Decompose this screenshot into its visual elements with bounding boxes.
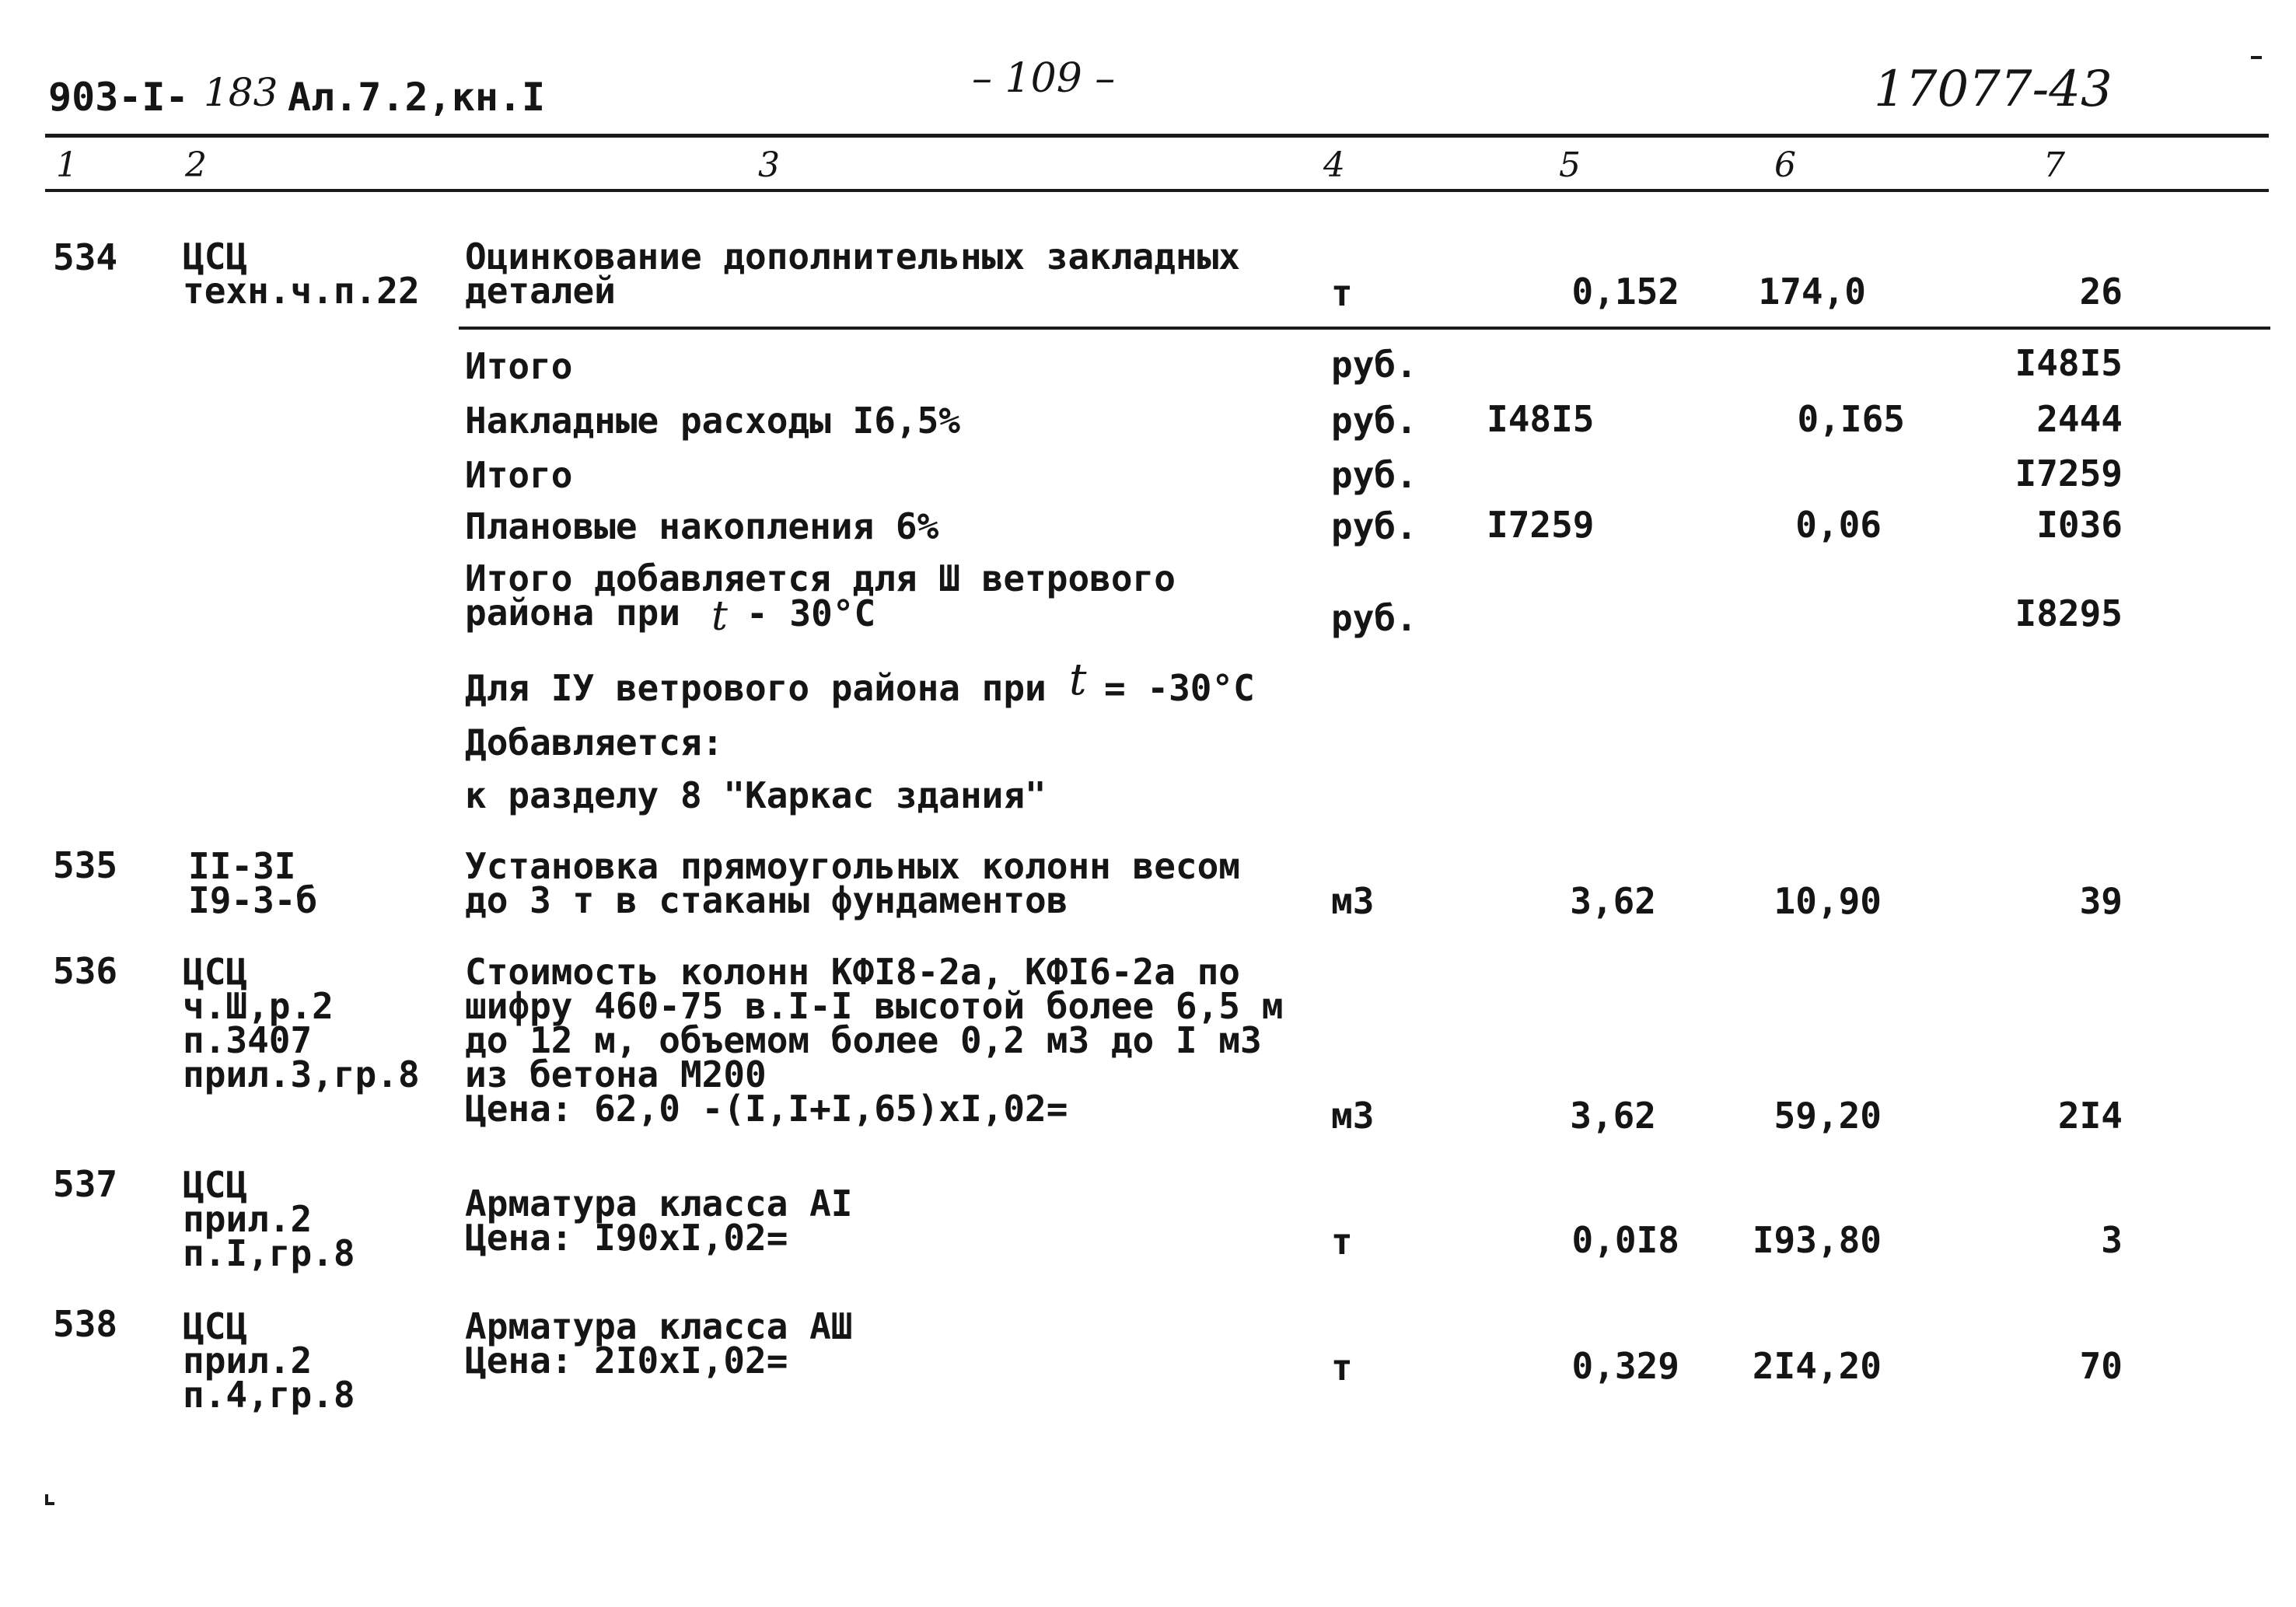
sheet-number: 17077-43 — [1874, 61, 2113, 118]
row-description: Стоимость колонн КФI8-2а, КФI6-2а по шифру 460-75 в.I-I высотой более 6,5 м до 12 м, объемом более 0,2 м3 до I м3 из бетона М200 Цена: 62,0 -(I,I+I,65)хI,02= — [465, 951, 1284, 1130]
summary-total: I036 — [2036, 504, 2123, 546]
summary-temperature: - 30°С — [746, 592, 876, 634]
document-reference: Ал.7.2,кн.I — [288, 75, 546, 120]
row-description: Арматура класса АI Цена: I90хI,02= — [465, 1183, 853, 1259]
summary-label: Накладные расходы I6,5% — [465, 400, 960, 442]
row-unit: т — [1331, 272, 1353, 314]
summary-label: Плановые накопления 6% — [465, 505, 939, 547]
column-number: 1 — [56, 145, 78, 185]
row-total: 26 — [2079, 271, 2123, 313]
row-unit: т — [1331, 1221, 1353, 1263]
summary-label: Итого — [465, 345, 573, 387]
row-code: ЦСЦ ч.Ш,р.2 п.3407 прил.3,гр.8 — [183, 951, 420, 1095]
document-code-handwritten: 183 — [204, 70, 278, 115]
temperature-symbol: t — [711, 593, 728, 640]
summary-unit: руб. — [1331, 344, 1417, 386]
column-number: 6 — [1774, 145, 1796, 185]
row-code: ЦСЦ техн.ч.п.22 — [183, 236, 420, 312]
row-unit: м3 — [1331, 1095, 1375, 1137]
row-quantity: 3,62 — [1570, 880, 1656, 922]
summary-unit: руб. — [1331, 454, 1417, 496]
summary-unit: руб. — [1331, 505, 1417, 547]
summary-total: I8295 — [2015, 592, 2123, 634]
row-number: 536 — [53, 950, 118, 992]
row-quantity: 3,62 — [1570, 1095, 1656, 1137]
corner-mark — [45, 1502, 54, 1505]
summary-total: I7259 — [2015, 452, 2123, 494]
row-number: 538 — [53, 1303, 118, 1345]
row-description: Установка прямоугольных колонн весом до 3 т в стаканы фундаментов — [465, 845, 1240, 921]
column-number: 4 — [1323, 145, 1345, 185]
summary-unit: руб. — [1331, 400, 1417, 442]
note-temperature: = -30°С — [1104, 667, 1255, 709]
row-number: 537 — [53, 1163, 118, 1205]
row-total: 3 — [2101, 1219, 2123, 1261]
note-line: Добавляется: — [465, 721, 724, 763]
row-number: 535 — [53, 844, 118, 886]
page-number: – 109 – — [972, 55, 1116, 102]
row-price: 174,0 — [1758, 271, 1866, 313]
note-line: к разделу 8 "Каркас здания" — [465, 774, 1047, 816]
summary-unit: руб. — [1331, 597, 1417, 639]
row-quantity: 0,152 — [1571, 271, 1679, 313]
row-unit: м3 — [1331, 880, 1375, 922]
row-quantity: 0,0I8 — [1571, 1219, 1679, 1261]
note-line: Для IУ ветрового района при — [465, 667, 1047, 709]
row-quantity: 0,329 — [1571, 1345, 1679, 1387]
row-description: Оцинкование дополнительных закладных деталей — [465, 236, 1240, 312]
row-total: 39 — [2079, 880, 2123, 922]
row-price: 2I4,20 — [1752, 1345, 1882, 1387]
temperature-symbol: t — [1069, 655, 1087, 705]
row-code: ЦСЦ прил.2 п.4,гр.8 — [183, 1305, 355, 1416]
subtotal-rule — [459, 327, 2270, 330]
row-price: 59,20 — [1774, 1095, 1882, 1137]
summary-total: I48I5 — [2015, 342, 2123, 384]
corner-mark — [2251, 56, 2262, 59]
row-total: 70 — [2079, 1345, 2123, 1387]
column-number: 5 — [1559, 145, 1581, 185]
summary-total: 2444 — [2036, 398, 2123, 440]
column-number: 2 — [185, 145, 207, 185]
summary-label: Итого — [465, 454, 573, 496]
document-code: 903-I- — [48, 75, 189, 120]
column-number: 7 — [2043, 145, 2065, 185]
row-number: 534 — [53, 236, 118, 278]
row-unit: т — [1331, 1347, 1353, 1389]
summary-rate: 0,I65 — [1797, 398, 1905, 440]
summary-rate: 0,06 — [1795, 504, 1882, 546]
row-total: 2I4 — [2057, 1095, 2123, 1137]
row-price: 10,90 — [1774, 880, 1882, 922]
row-description: Арматура класса АШ Цена: 2I0хI,02= — [465, 1305, 853, 1382]
summary-label: Итого добавляется для Ш ветрового района при — [465, 557, 1176, 634]
column-number: 3 — [758, 145, 780, 185]
summary-base: I48I5 — [1487, 398, 1595, 440]
header-rule-bottom — [45, 189, 2269, 192]
row-code: II-3I I9-3-б — [188, 845, 318, 921]
header-rule-top — [45, 134, 2269, 138]
row-price: I93,80 — [1752, 1219, 1882, 1261]
row-code: ЦСЦ прил.2 п.I,гр.8 — [183, 1164, 355, 1274]
summary-base: I7259 — [1487, 504, 1595, 546]
